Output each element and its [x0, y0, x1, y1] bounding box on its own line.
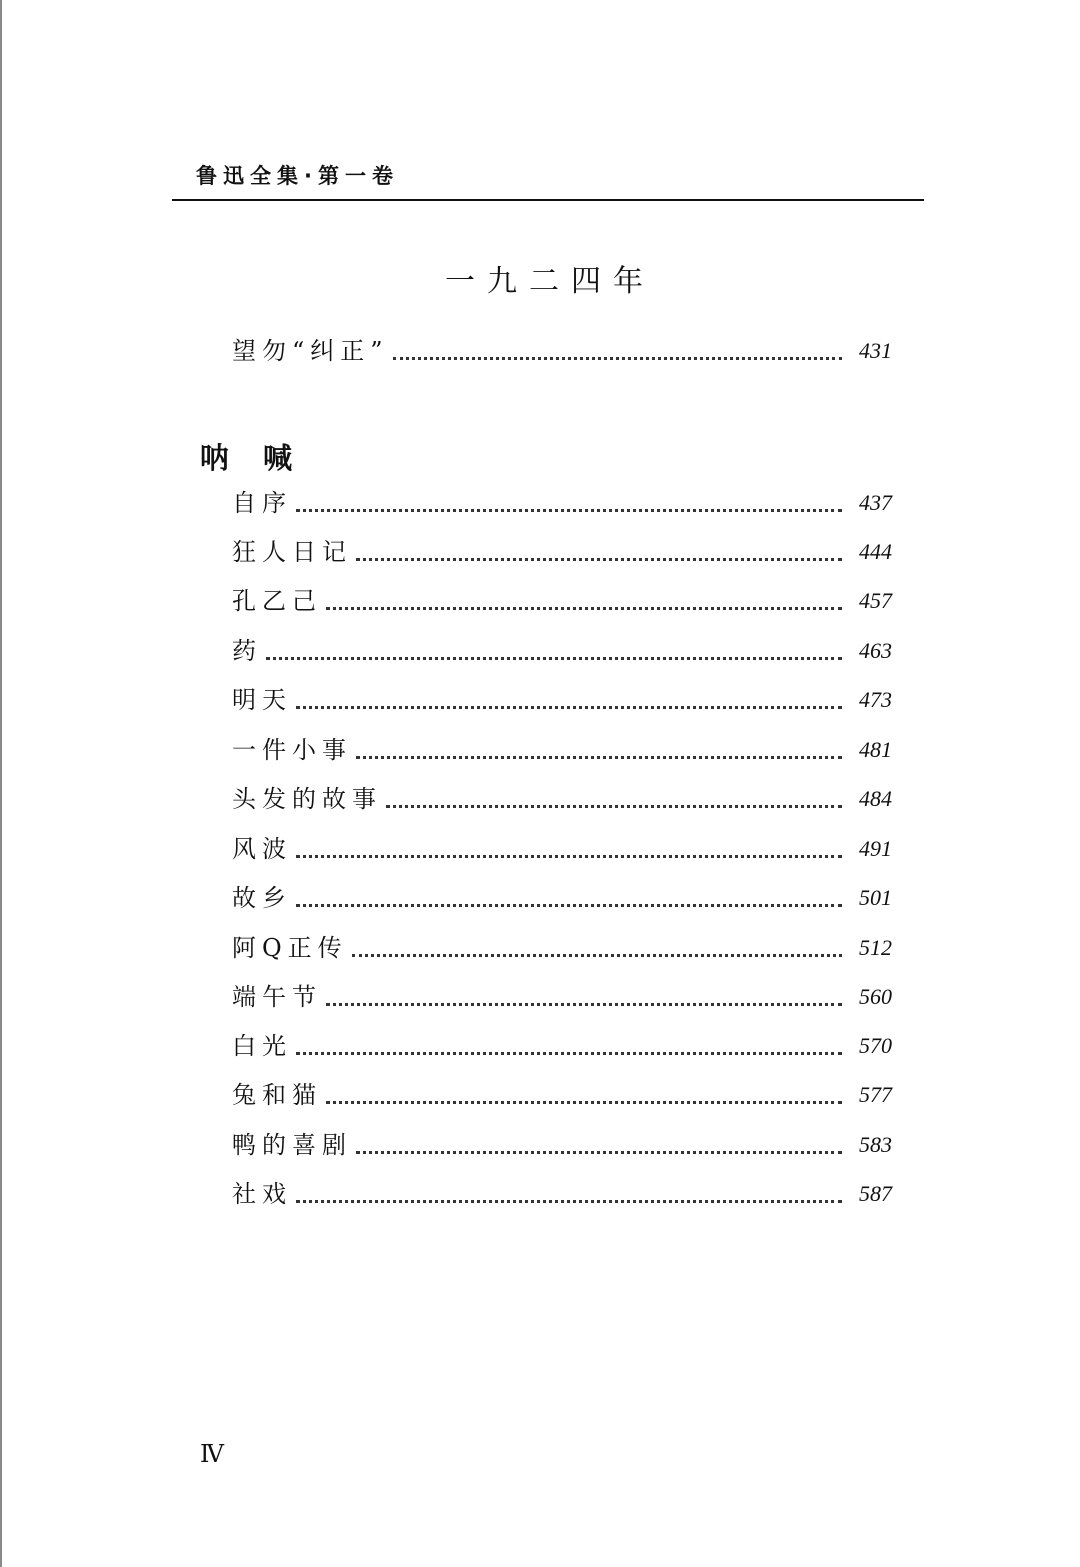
toc-entry[interactable]: [232, 980, 892, 1014]
dot-leader: [326, 607, 842, 610]
toc-entry-title: 孔乙己: [232, 587, 322, 615]
dot-leader: [356, 756, 842, 759]
toc-entry[interactable]: [232, 584, 892, 618]
toc-entry-title: 社戏: [232, 1180, 292, 1208]
toc-entry-page: 587: [859, 1181, 892, 1206]
toc-entry-title: 自序: [232, 489, 292, 517]
page-edge: [0, 0, 2, 1567]
dot-leader: [356, 1151, 842, 1154]
toc-entry-title: 故乡: [232, 884, 292, 912]
header-rule: [172, 199, 924, 201]
toc-entry-title: 风波: [232, 835, 292, 863]
toc-entry-title: 药: [232, 637, 262, 665]
toc-entry-title: 兔和猫: [232, 1081, 322, 1109]
toc-entry-page: 481: [859, 737, 892, 762]
toc-entry-page: 577: [859, 1082, 892, 1107]
toc-entry-page: 431: [859, 338, 892, 363]
dot-leader: [296, 855, 842, 858]
toc-entry-page: 484: [859, 786, 892, 811]
toc-entry-page: 444: [859, 539, 892, 564]
toc-entry[interactable]: [232, 931, 892, 965]
toc-entry-page: 491: [859, 836, 892, 861]
toc-entry-page: 457: [859, 588, 892, 613]
toc-entry[interactable]: [232, 782, 892, 816]
section-title: 呐喊: [200, 441, 327, 475]
toc-entry[interactable]: [232, 334, 892, 368]
dot-leader: [296, 904, 842, 907]
dot-leader: [356, 558, 842, 561]
toc-entry-title: 阿Q正传: [232, 934, 348, 962]
toc-entry[interactable]: [232, 683, 892, 717]
toc-entry[interactable]: [232, 1128, 892, 1162]
dot-leader: [352, 954, 842, 957]
year-heading: 一九二四年: [445, 264, 655, 299]
toc-entry[interactable]: [232, 733, 892, 767]
toc-entry-title: 望勿“纠正”: [232, 337, 389, 365]
toc-entry-page: 583: [859, 1132, 892, 1157]
dot-leader: [296, 1052, 842, 1055]
toc-entry-page: 560: [859, 984, 892, 1009]
dot-leader: [326, 1003, 842, 1006]
toc-entry-title: 端午节: [232, 983, 322, 1011]
toc-entry[interactable]: [232, 1078, 892, 1112]
toc-entry-page: 437: [859, 490, 892, 515]
toc-entry-title: 白光: [232, 1032, 292, 1060]
running-header: 鲁迅全集·第一卷: [196, 164, 399, 188]
toc-entry[interactable]: [232, 486, 892, 520]
dot-leader: [296, 1200, 842, 1203]
dot-leader: [266, 657, 842, 660]
dot-leader: [386, 805, 842, 808]
toc-entry[interactable]: [232, 1029, 892, 1063]
toc-entry-title: 一件小事: [232, 736, 352, 764]
toc-entry-title: 鸭的喜剧: [232, 1131, 352, 1159]
toc-entry[interactable]: [232, 832, 892, 866]
toc-entry-title: 明天: [232, 686, 292, 714]
dot-leader: [326, 1101, 842, 1104]
toc-entry-page: 570: [859, 1033, 892, 1058]
toc-entry-title: 头发的故事: [232, 785, 382, 813]
toc-entry[interactable]: [232, 634, 892, 668]
dot-leader: [393, 357, 842, 360]
toc-entry[interactable]: [232, 1177, 892, 1211]
dot-leader: [296, 706, 842, 709]
toc-entry-title: 狂人日记: [232, 538, 352, 566]
toc-entry-page: 473: [859, 687, 892, 712]
toc-entry-page: 501: [859, 885, 892, 910]
toc-entry-page: 512: [859, 935, 892, 960]
toc-entry[interactable]: [232, 881, 892, 915]
toc-entry[interactable]: [232, 535, 892, 569]
dot-leader: [296, 509, 842, 512]
toc-entry-page: 463: [859, 638, 892, 663]
page-number: Ⅳ: [200, 1442, 224, 1468]
